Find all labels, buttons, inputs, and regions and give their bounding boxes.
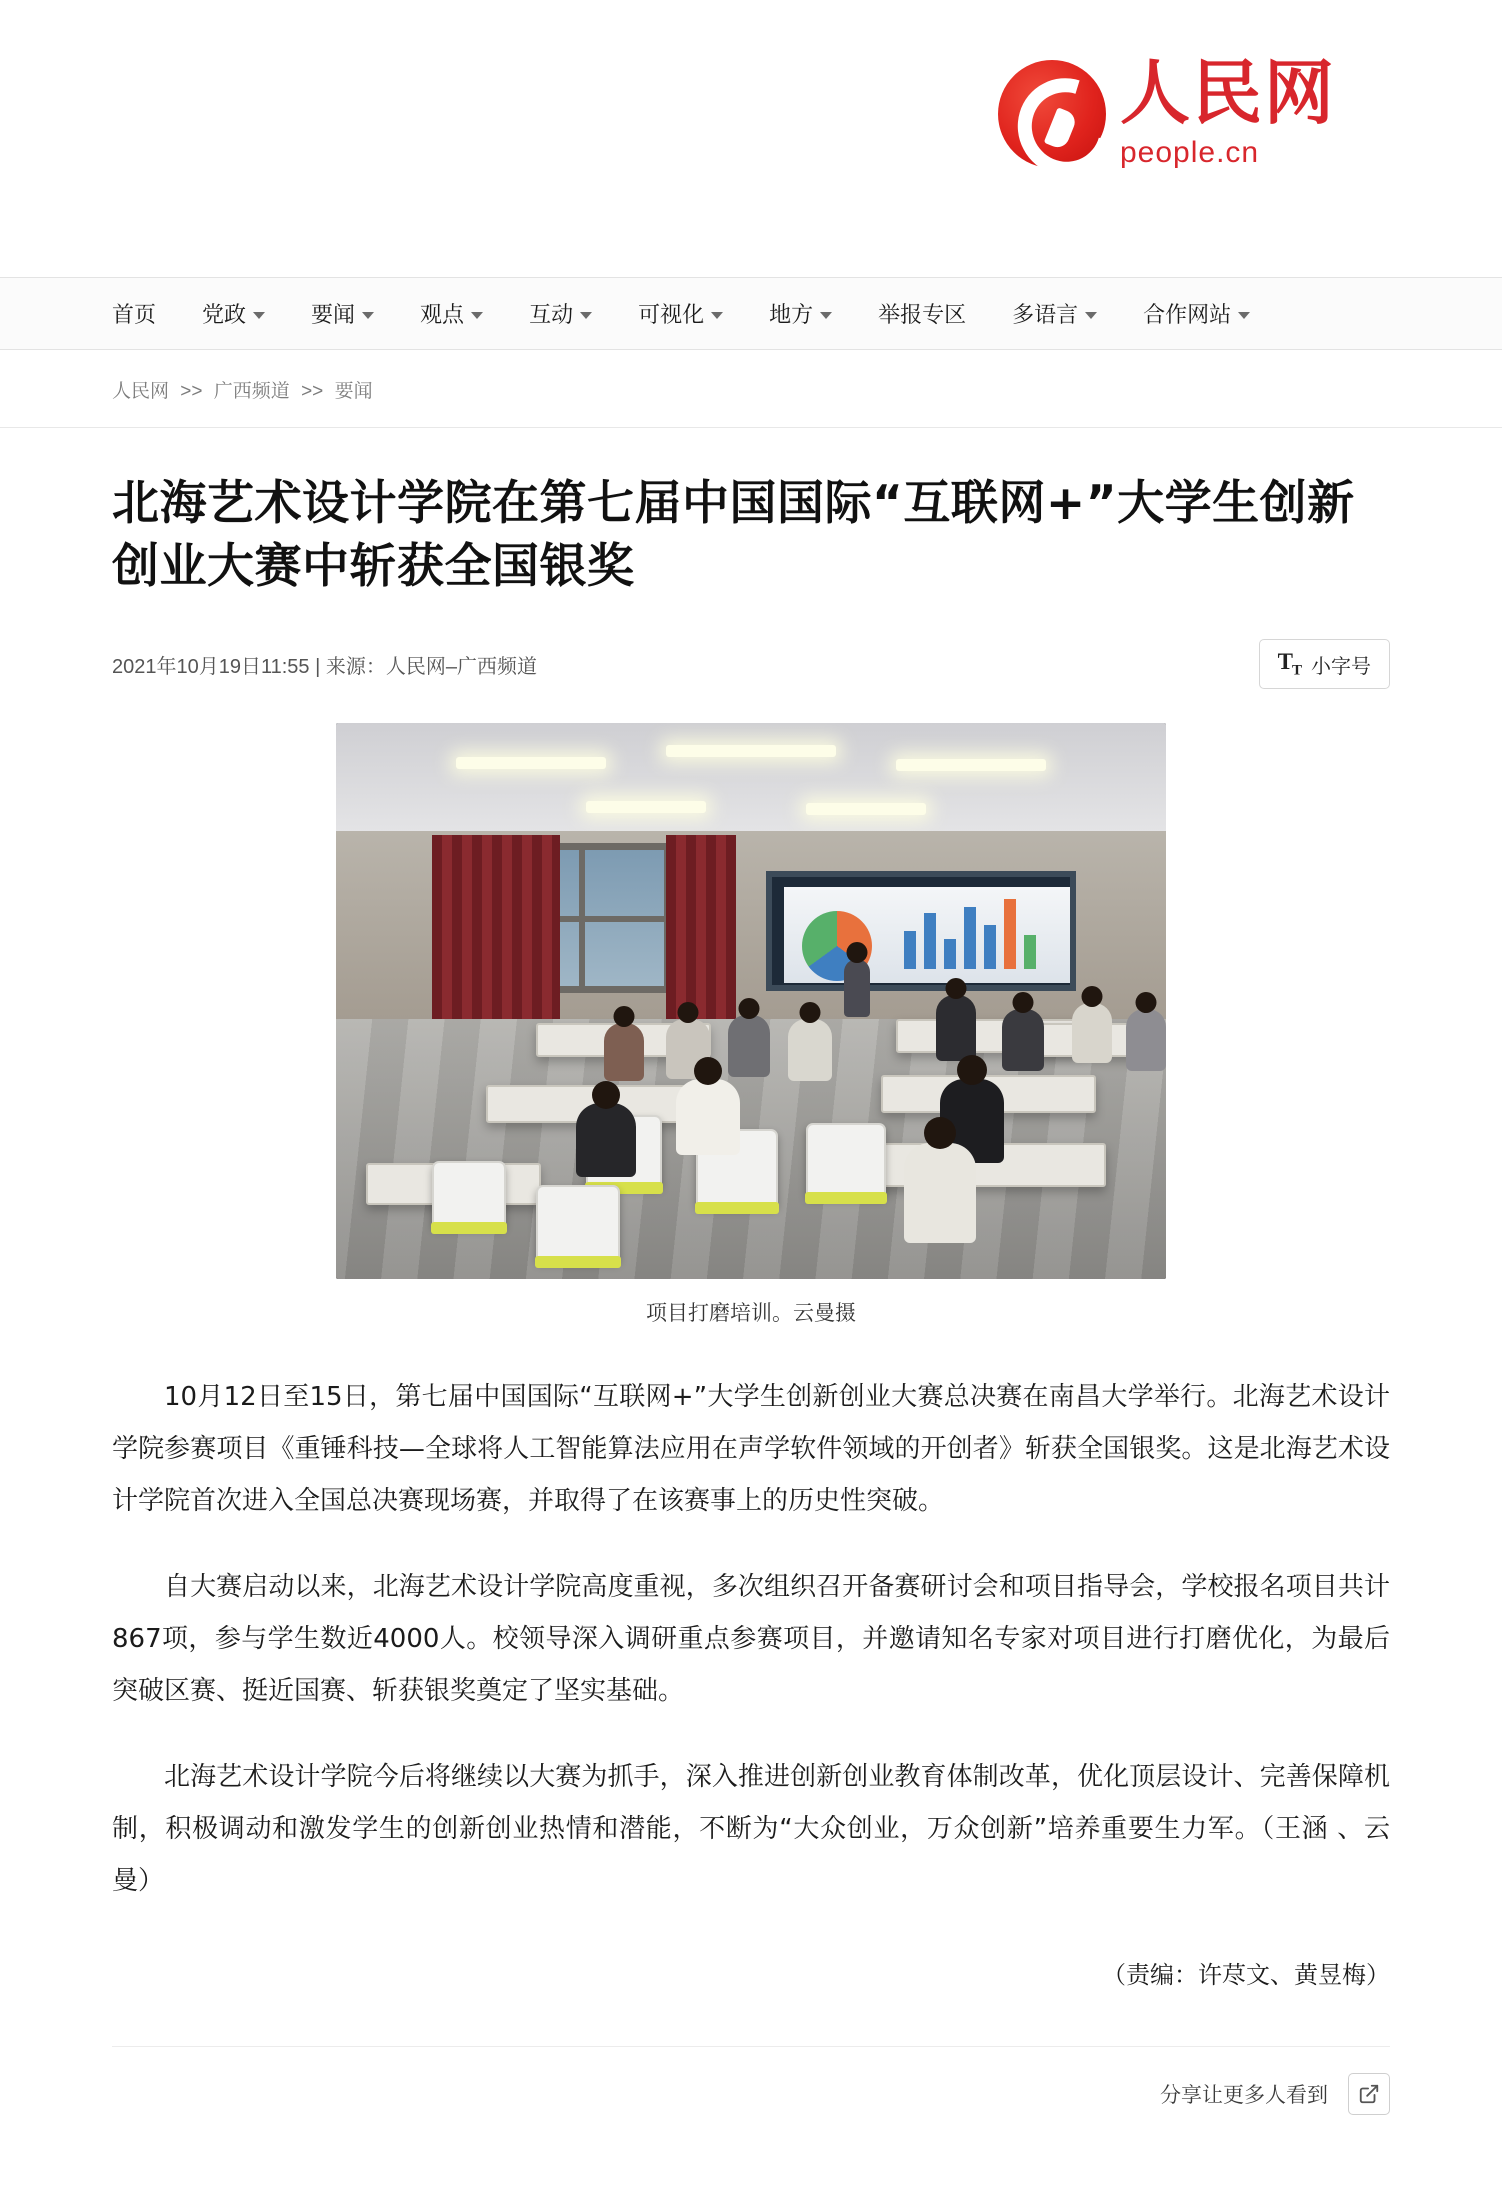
nav-item-label: 互动: [529, 302, 574, 327]
figure-caption: 项目打磨培训。云曼摄: [646, 1302, 856, 1326]
photo-person: [604, 1023, 644, 1081]
nav-item-label: 观点: [420, 302, 465, 327]
photo-ceiling-light: [806, 803, 926, 815]
nav-item-label: 要闻: [311, 302, 356, 327]
photo-projection-screen: [766, 871, 1076, 991]
nav-item-label: 党政: [202, 302, 247, 327]
site-logo[interactable]: [998, 52, 1336, 170]
photo-chair: [806, 1123, 886, 1197]
nav-item-keshihua[interactable]: [638, 298, 723, 329]
logo-title-en: people.cn: [1120, 136, 1260, 169]
logo-text: [1120, 52, 1336, 170]
text-size-icon: $T_T$: [1277, 648, 1301, 679]
breadcrumb[interactable]: [0, 350, 1502, 428]
photo-person: [936, 995, 976, 1061]
breadcrumb-separator: >>: [301, 381, 324, 402]
photo-person: [676, 1079, 740, 1155]
breadcrumb-item-yaowen[interactable]: 要闻: [334, 381, 373, 402]
nav-item-duoyuyan[interactable]: [1012, 298, 1097, 329]
photo-person: [788, 1019, 832, 1081]
page-title: 北海艺术设计学院在第七届中国国际“互联网+”大学生创新创业大赛中斩获全国银奖: [112, 476, 1355, 595]
photo-person: [728, 1015, 770, 1077]
font-size-label: 小字号: [1311, 655, 1371, 678]
breadcrumb-item-guangxipindao[interactable]: 广西频道: [213, 381, 290, 402]
photo-ceiling-light: [666, 745, 836, 757]
font-size-button[interactable]: [1259, 639, 1390, 690]
article-paragraph: 10月12日至15日，第七届中国国际“互联网+”大学生创新创业大赛总决赛在南昌大学举行。北海艺术设计学院参赛项目《重锤科技—全球将人工智能算法应用在声学软件领域的开创者》斩获全国银奖。这是北海艺术设计学院首次进入全国总决赛现场赛，并取得了在该赛事上的历史性突破。: [112, 1382, 1390, 1517]
chevron-down-icon: [820, 312, 832, 319]
article-paragraph: 北海艺术设计学院今后将继续以大赛为抓手，深入推进创新创业教育体制改革，优化顶层设计、完善保障机制，积极调动和激发学生的创新创业热情和潜能，不断为“大众创业，万众创新”培养重要生力军。（王涵 、云曼）: [112, 1762, 1390, 1897]
photo-person: [904, 1143, 976, 1243]
chevron-down-icon: [471, 312, 483, 319]
nav-item-hudong[interactable]: [529, 298, 592, 329]
photo-person: [576, 1103, 636, 1177]
nav-item-hezuowangzhan[interactable]: [1143, 298, 1250, 329]
article-paragraph: 自大赛启动以来，北海艺术设计学院高度重视，多次组织召开备赛研讨会和项目指导会，学校报名项目共计867项，参与学生数近4000人。校领导深入调研重点参赛项目，并邀请知名专家对项目进行打磨优化，为最后突破区赛、挺近国赛、斩获银奖奠定了坚实基础。: [112, 1572, 1390, 1707]
article-meta: 2021年10月19日11:55 | 来源：人民网–广西频道: [112, 655, 537, 678]
article-meta-row: [112, 639, 1390, 690]
nav-item-label: 举报专区: [878, 302, 967, 327]
photo-person: [1002, 1009, 1044, 1071]
nav-item-label: 合作网站: [1143, 302, 1232, 327]
nav-item-label: 地方: [769, 302, 814, 327]
article-body: [112, 1371, 1390, 1907]
logo-title-cn: 人民网: [1120, 52, 1336, 134]
people-logo-icon: [998, 60, 1106, 168]
photo-slide: [784, 887, 1070, 983]
main-nav[interactable]: [0, 278, 1502, 350]
photo-chair: [536, 1185, 620, 1261]
nav-item-jubaozhuanqu[interactable]: [878, 298, 966, 329]
nav-item-yaowen[interactable]: [311, 298, 374, 329]
article-figure: [112, 723, 1390, 1327]
nav-item-label: 首页: [112, 302, 157, 327]
photo-ceiling-light: [586, 801, 706, 813]
site-header: [0, 0, 1502, 278]
photo-chair: [432, 1161, 506, 1227]
editor-credit: （责编：许荩文、黄昱梅）: [1102, 1962, 1390, 1990]
chevron-down-icon: [253, 312, 265, 319]
chevron-down-icon: [711, 312, 723, 319]
nav-item-difang[interactable]: [769, 298, 832, 329]
nav-item-label: 多语言: [1012, 302, 1079, 327]
share-row: [112, 2046, 1390, 2149]
external-link-icon[interactable]: [1348, 2073, 1390, 2115]
photo-ceiling-light: [896, 759, 1046, 771]
chevron-down-icon: [362, 312, 374, 319]
article: [0, 472, 1502, 2149]
photo-person: [1126, 1009, 1166, 1071]
photo-person-presenter: [844, 959, 870, 1017]
chevron-down-icon: [1085, 312, 1097, 319]
nav-item-shouye[interactable]: [112, 298, 156, 329]
nav-item-dangzheng[interactable]: [202, 298, 265, 329]
breadcrumb-item-renminwang[interactable]: 人民网: [112, 381, 170, 402]
share-label: 分享让更多人看到: [1160, 2084, 1328, 2108]
chevron-down-icon: [580, 312, 592, 319]
nav-item-label: 可视化: [638, 302, 705, 327]
breadcrumb-separator: >>: [180, 381, 203, 402]
photo-person: [1072, 1003, 1112, 1063]
article-photo: [336, 723, 1166, 1279]
chevron-down-icon: [1238, 312, 1250, 319]
photo-ceiling: [336, 723, 1166, 833]
nav-item-guandian[interactable]: [420, 298, 483, 329]
photo-ceiling-light: [456, 757, 606, 769]
